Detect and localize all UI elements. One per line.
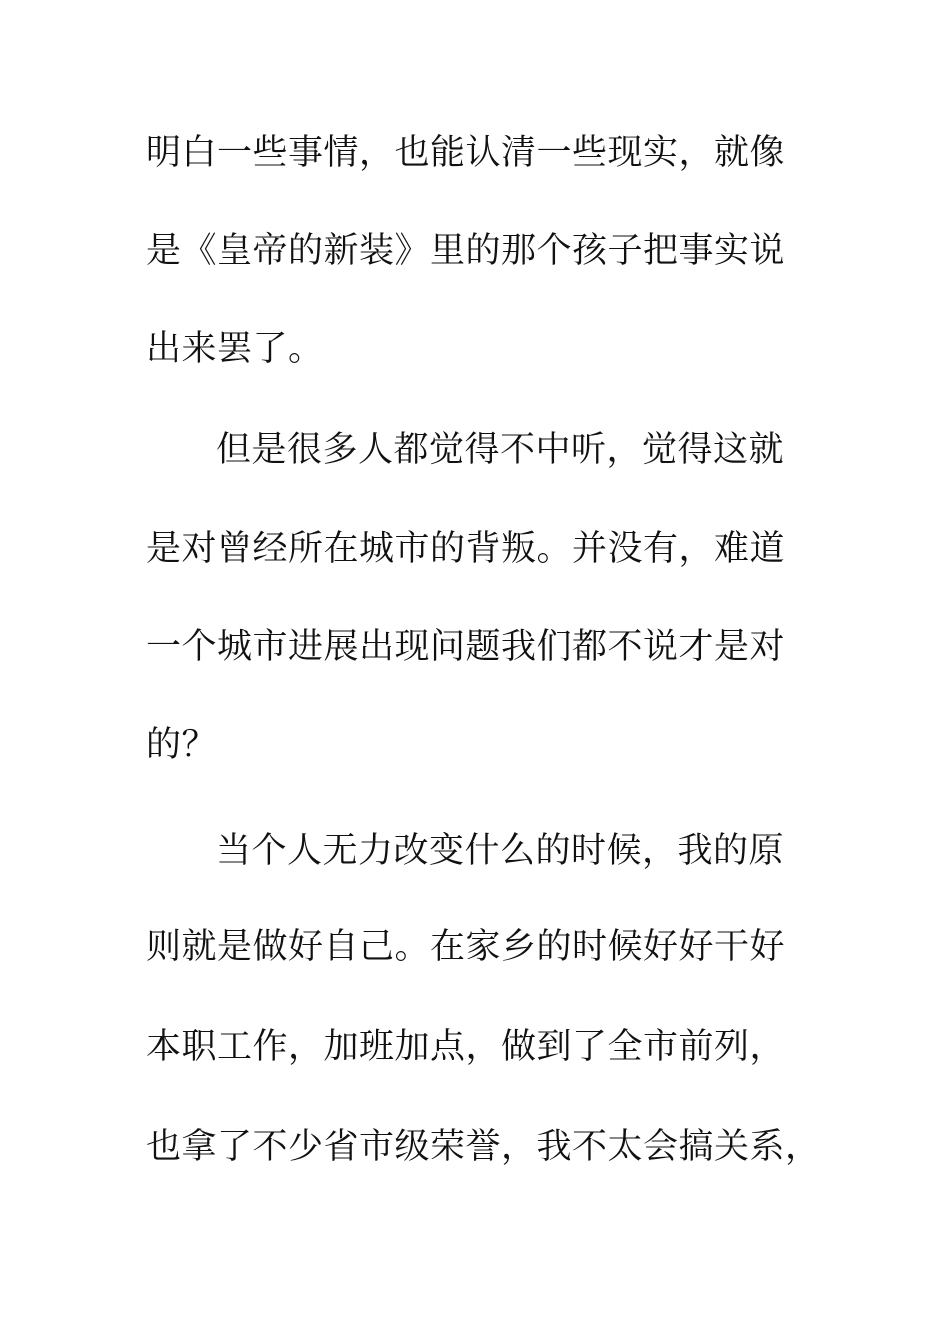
- text-line: 一个城市进展出现问题我们都不说才是对: [146, 627, 786, 667]
- text-line: 本职工作，加班加点，做到了全市前列，: [146, 1027, 786, 1067]
- text-line: 是《皇帝的新装》里的那个孩子把事实说: [146, 231, 786, 271]
- text-line: 的？: [146, 725, 218, 765]
- paragraph-start-line: 当个人无力改变什么的时候，我的原: [216, 831, 785, 871]
- text-line: 也拿了不少省市级荣誉，我不太会搞关系，: [146, 1127, 821, 1167]
- text-line: 则就是做好自己。在家乡的时候好好干好: [146, 927, 786, 967]
- text-line: 明白一些事情，也能认清一些现实，就像: [146, 133, 786, 173]
- paragraph-start-line: 但是很多人都觉得不中听，觉得这就: [216, 430, 785, 470]
- text-line: 是对曾经所在城市的背叛。并没有，难道: [146, 529, 786, 569]
- text-line: 出来罢了。: [146, 329, 324, 369]
